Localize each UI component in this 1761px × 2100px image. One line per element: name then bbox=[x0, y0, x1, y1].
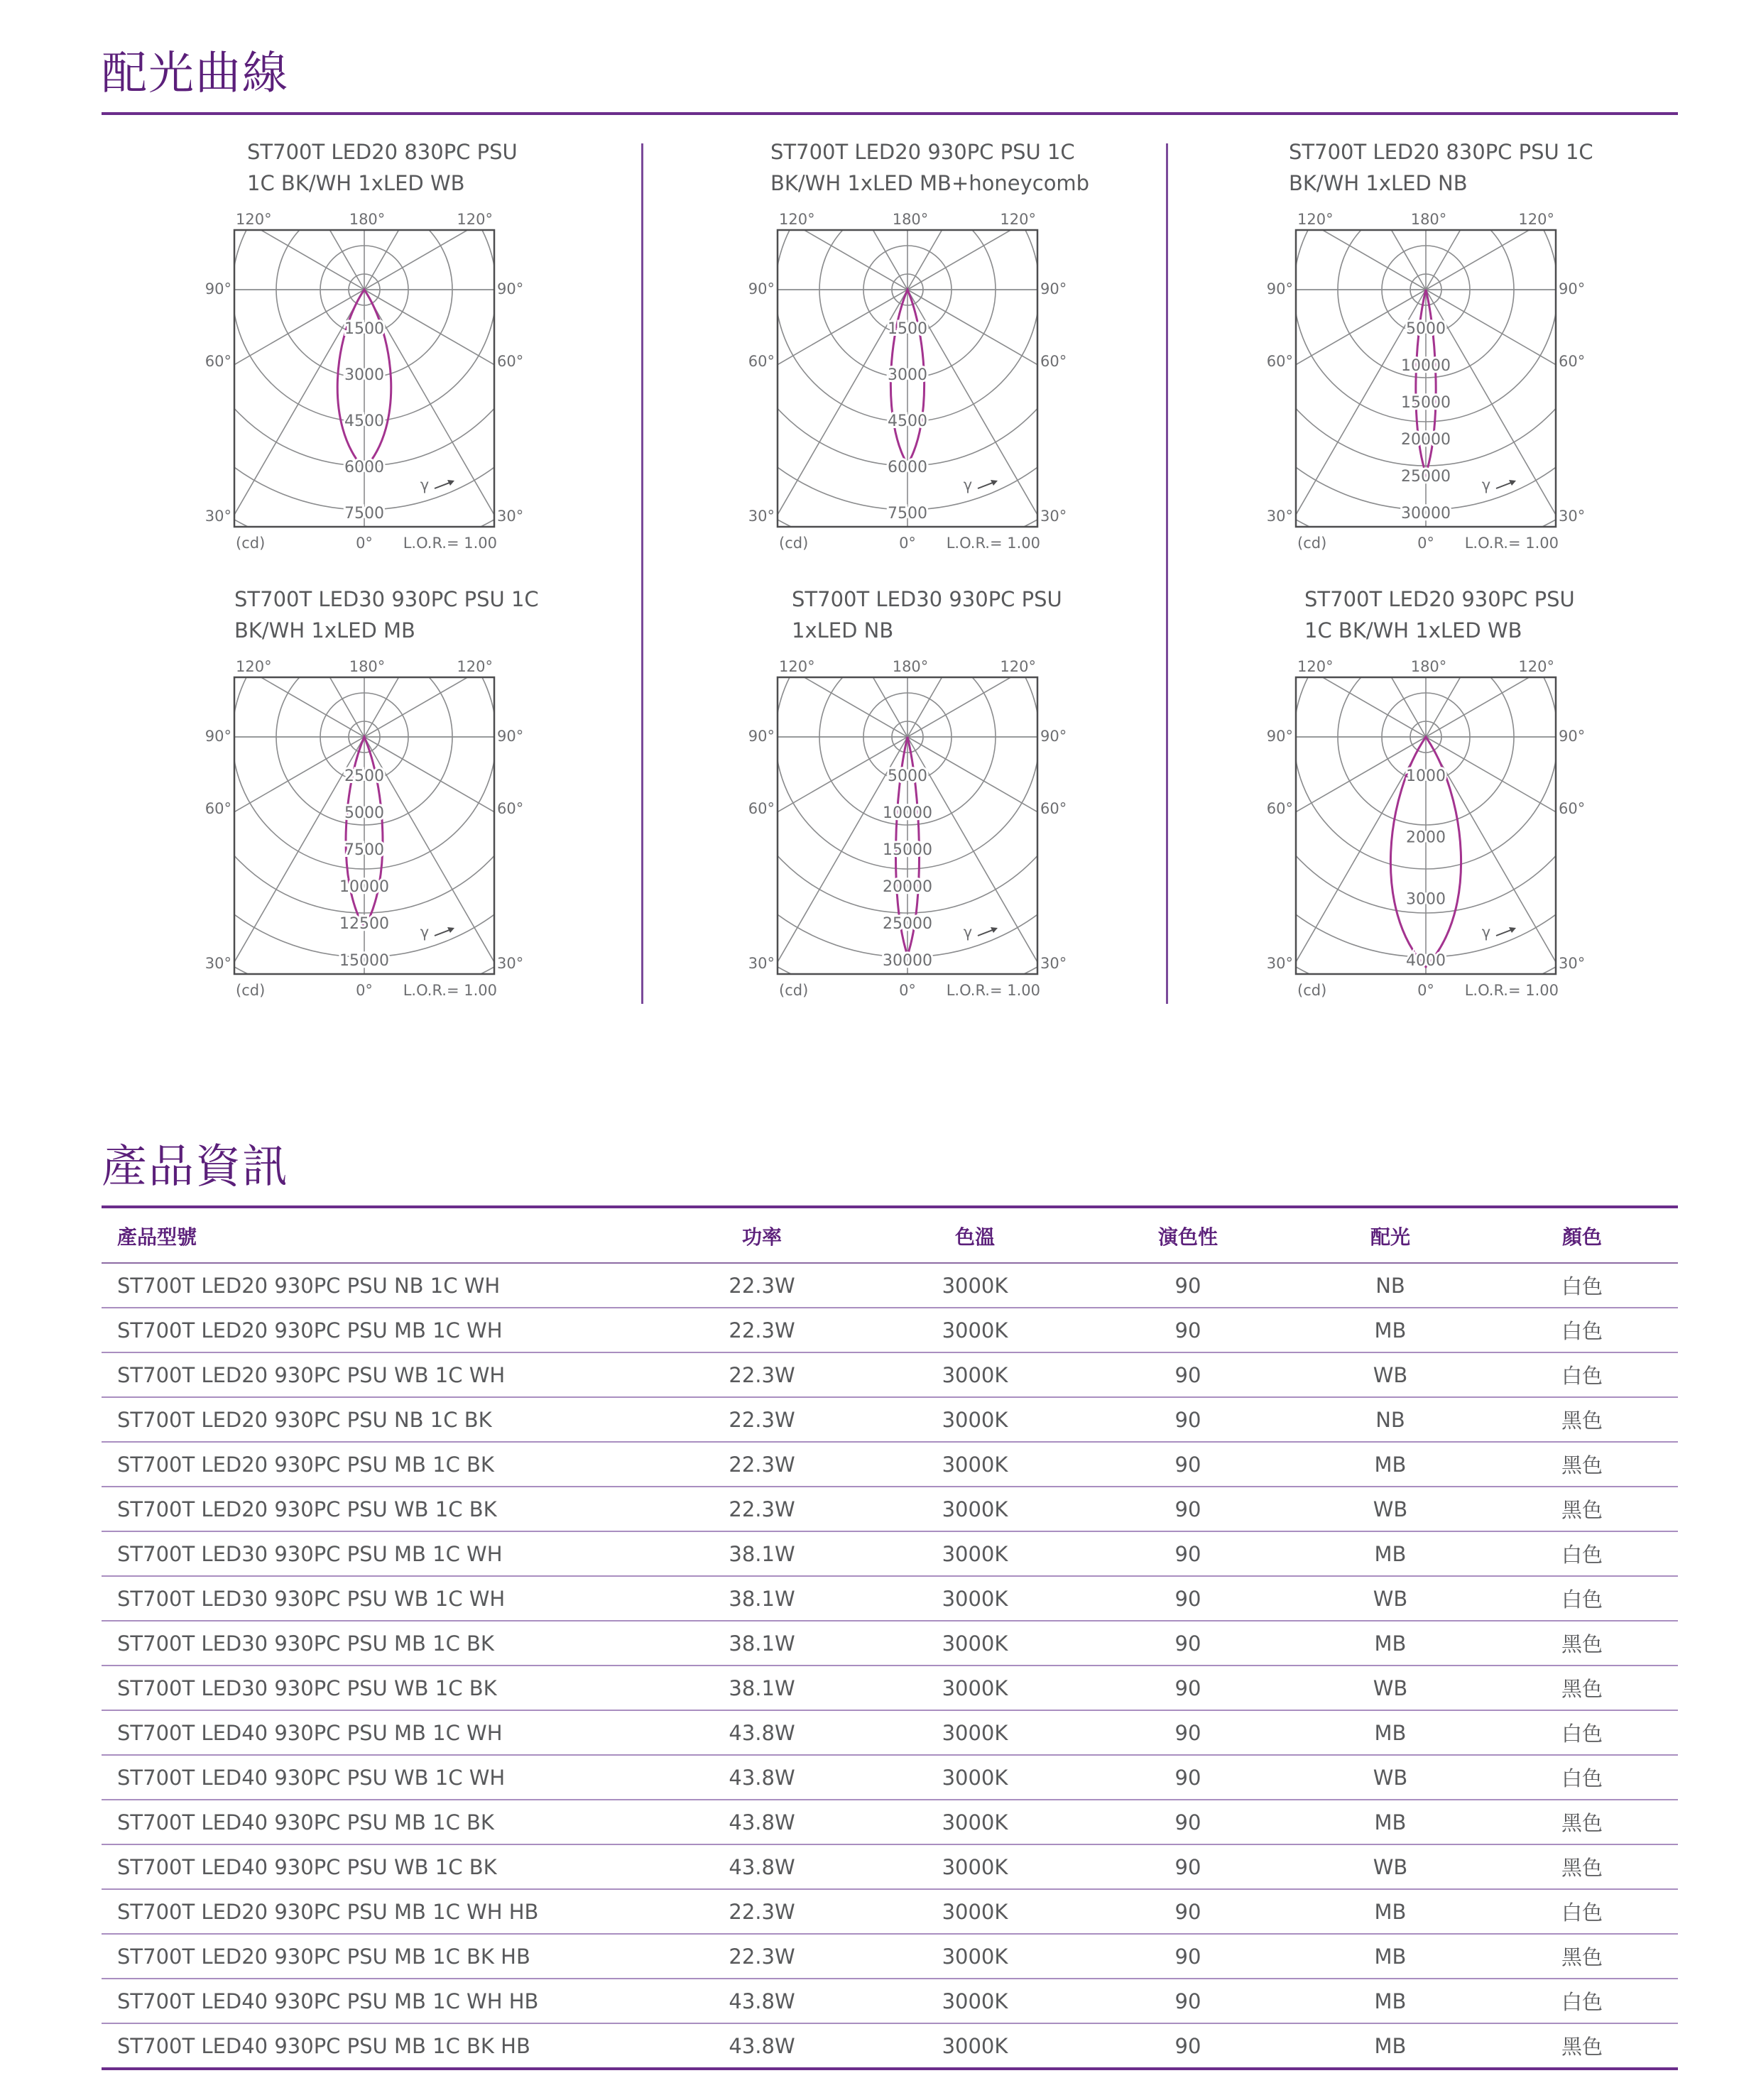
cell-cct: 3000K bbox=[868, 1755, 1081, 1800]
cell-beam: MB bbox=[1294, 1934, 1486, 1979]
polar-radial bbox=[116, 737, 364, 1167]
cell-cct: 3000K bbox=[868, 1263, 1081, 1308]
angle-label-30-right: 30° bbox=[1559, 508, 1586, 525]
angle-label-60-left: 60° bbox=[205, 353, 231, 370]
cell-cct: 3000K bbox=[868, 1352, 1081, 1397]
cell-beam: MB bbox=[1294, 1531, 1486, 1576]
cell-color: 白色 bbox=[1486, 1979, 1678, 2023]
cell-power: 22.3W bbox=[655, 1397, 868, 1442]
diagram-title-line: BK/WH 1xLED MB bbox=[234, 618, 415, 642]
unit-label: (cd) bbox=[236, 535, 266, 552]
gamma-symbol: γ bbox=[963, 924, 973, 941]
light-distribution-diagram bbox=[1266, 584, 1672, 1066]
diagram-title-line: 1C BK/WH 1xLED WB bbox=[247, 171, 465, 195]
ring-value-label: 4500 bbox=[888, 412, 927, 430]
table-row bbox=[102, 1979, 1678, 2023]
cell-power: 43.8W bbox=[655, 1710, 868, 1755]
angle-label-120-right: 120° bbox=[1518, 211, 1554, 228]
angle-label-90-right: 90° bbox=[1559, 280, 1586, 297]
cell-cct: 3000K bbox=[868, 1397, 1081, 1442]
ring-value-label: 1500 bbox=[344, 320, 384, 338]
gamma-symbol: γ bbox=[1481, 476, 1491, 493]
table-row bbox=[102, 1666, 1678, 1710]
lor-label: L.O.R.= 1.00 bbox=[1464, 982, 1559, 999]
cell-model: ST700T LED20 930PC PSU NB 1C WH bbox=[102, 1263, 655, 1308]
angle-label-90-right: 90° bbox=[497, 728, 524, 745]
angle-label-90-left: 90° bbox=[205, 280, 231, 297]
cell-power: 38.1W bbox=[655, 1531, 868, 1576]
cell-beam: NB bbox=[1294, 1263, 1486, 1308]
ring-value-label: 5000 bbox=[344, 804, 384, 822]
column-divider-1 bbox=[641, 143, 643, 1004]
table-row bbox=[102, 1576, 1678, 1621]
angle-label-0: 0° bbox=[1417, 982, 1434, 999]
ring-value-label: 4000 bbox=[1406, 952, 1446, 970]
cell-power: 38.1W bbox=[655, 1666, 868, 1710]
angle-label-30-left: 30° bbox=[205, 955, 231, 972]
angle-label-30-left: 30° bbox=[748, 508, 775, 525]
angle-label-180: 180° bbox=[1410, 211, 1447, 228]
angle-label-90-left: 90° bbox=[205, 728, 231, 745]
light-distribution-diagram bbox=[205, 136, 611, 619]
cell-power: 38.1W bbox=[655, 1576, 868, 1621]
cell-cct: 3000K bbox=[868, 1442, 1081, 1487]
header-model: 產品型號 bbox=[102, 1210, 655, 1263]
ring-value-label: 5000 bbox=[888, 767, 927, 785]
cell-model: ST700T LED20 930PC PSU MB 1C BK bbox=[102, 1442, 655, 1487]
polar-radial bbox=[907, 737, 1156, 1167]
ring-value-label: 20000 bbox=[1401, 431, 1451, 449]
unit-label: (cd) bbox=[779, 982, 809, 999]
ring-value-label: 1500 bbox=[888, 320, 927, 338]
ring-value-label: 2000 bbox=[1406, 828, 1446, 847]
cell-power: 22.3W bbox=[655, 1352, 868, 1397]
cell-cct: 3000K bbox=[868, 1487, 1081, 1531]
cell-power: 38.1W bbox=[655, 1621, 868, 1666]
angle-label-30-right: 30° bbox=[1559, 955, 1586, 972]
cell-cri: 90 bbox=[1081, 1442, 1294, 1487]
angle-label-30-right: 30° bbox=[1040, 508, 1067, 525]
polar-radial bbox=[0, 737, 364, 985]
angle-label-90-left: 90° bbox=[748, 280, 775, 297]
angle-label-180: 180° bbox=[892, 211, 929, 228]
cell-color: 黑色 bbox=[1486, 1934, 1678, 1979]
diagram-title-line: 1C BK/WH 1xLED WB bbox=[1304, 618, 1522, 642]
cell-cct: 3000K bbox=[868, 1531, 1081, 1576]
ring-value-label: 3000 bbox=[888, 366, 927, 384]
ring-value-label: 6000 bbox=[888, 459, 927, 476]
cell-model: ST700T LED30 930PC PSU WB 1C WH bbox=[102, 1576, 655, 1621]
cell-color: 黑色 bbox=[1486, 1487, 1678, 1531]
angle-label-90-right: 90° bbox=[497, 280, 524, 297]
polar-radial bbox=[1177, 737, 1426, 1167]
angle-label-60-left: 60° bbox=[1266, 800, 1293, 817]
cell-cri: 90 bbox=[1081, 1352, 1294, 1397]
cell-model: ST700T LED20 930PC PSU WB 1C BK bbox=[102, 1487, 655, 1531]
cell-beam: MB bbox=[1294, 1308, 1486, 1352]
table-row bbox=[102, 1800, 1678, 1844]
cell-cct: 3000K bbox=[868, 1934, 1081, 1979]
header-power: 功率 bbox=[655, 1210, 868, 1263]
ring-value-label: 30000 bbox=[883, 952, 932, 970]
angle-label-120-right: 120° bbox=[457, 658, 493, 675]
cell-power: 43.8W bbox=[655, 1755, 868, 1800]
lor-label: L.O.R.= 1.00 bbox=[946, 982, 1040, 999]
cell-model: ST700T LED20 930PC PSU MB 1C WH bbox=[102, 1308, 655, 1352]
angle-label-60-right: 60° bbox=[1559, 353, 1586, 370]
angle-label-60-left: 60° bbox=[748, 353, 775, 370]
ring-value-label: 4500 bbox=[344, 412, 384, 430]
angle-label-0: 0° bbox=[1417, 535, 1434, 552]
cell-color: 黑色 bbox=[1486, 1442, 1678, 1487]
ring-value-label: 10000 bbox=[883, 804, 932, 822]
polar-radial bbox=[364, 737, 795, 985]
cell-beam: MB bbox=[1294, 1800, 1486, 1844]
angle-label-180: 180° bbox=[349, 211, 386, 228]
table-row bbox=[102, 1263, 1678, 1308]
polar-radial bbox=[907, 290, 1338, 538]
table-row bbox=[102, 1844, 1678, 1889]
angle-label-120-right: 120° bbox=[1518, 658, 1554, 675]
polar-radial bbox=[1426, 737, 1674, 1167]
cell-beam: WB bbox=[1294, 1352, 1486, 1397]
cell-cri: 90 bbox=[1081, 1889, 1294, 1934]
angle-label-90-right: 90° bbox=[1559, 728, 1586, 745]
cell-model: ST700T LED20 930PC PSU NB 1C BK bbox=[102, 1397, 655, 1442]
cell-power: 22.3W bbox=[655, 1442, 868, 1487]
cell-model: ST700T LED30 930PC PSU MB 1C WH bbox=[102, 1531, 655, 1576]
cell-color: 黑色 bbox=[1486, 1397, 1678, 1442]
angle-label-120-left: 120° bbox=[236, 211, 272, 228]
product-table bbox=[102, 1210, 1678, 2070]
cell-power: 22.3W bbox=[655, 1263, 868, 1308]
diagram-title-line: BK/WH 1xLED NB bbox=[1289, 171, 1468, 195]
header-cct: 色溫 bbox=[868, 1210, 1081, 1263]
table-row bbox=[102, 1621, 1678, 1666]
cell-cri: 90 bbox=[1081, 1979, 1294, 2023]
light-distribution-diagram bbox=[748, 136, 1154, 619]
cell-beam: NB bbox=[1294, 1397, 1486, 1442]
ring-value-label: 10000 bbox=[1401, 357, 1451, 375]
table-row bbox=[102, 1308, 1678, 1352]
cell-color: 黑色 bbox=[1486, 1666, 1678, 1710]
ring-value-label: 2500 bbox=[344, 767, 384, 785]
cell-cct: 3000K bbox=[868, 2023, 1081, 2069]
cell-beam: WB bbox=[1294, 1487, 1486, 1531]
cell-color: 白色 bbox=[1486, 1576, 1678, 1621]
polar-plot bbox=[1266, 136, 1672, 562]
angle-label-180: 180° bbox=[1410, 658, 1447, 675]
angle-label-60-right: 60° bbox=[1559, 800, 1586, 817]
cell-power: 43.8W bbox=[655, 1979, 868, 2023]
ring-value-label: 5000 bbox=[1406, 320, 1446, 338]
table-row bbox=[102, 1531, 1678, 1576]
cell-cct: 3000K bbox=[868, 1308, 1081, 1352]
angle-label-90-left: 90° bbox=[1266, 280, 1293, 297]
ring-value-label: 7500 bbox=[344, 505, 384, 523]
cell-color: 白色 bbox=[1486, 1889, 1678, 1934]
product-info-title: 產品資訊 bbox=[102, 1141, 289, 1193]
angle-label-30-right: 30° bbox=[1040, 955, 1067, 972]
cell-color: 白色 bbox=[1486, 1263, 1678, 1308]
diagram-title-line: ST700T LED20 830PC PSU 1C bbox=[1289, 140, 1593, 164]
polar-plot bbox=[748, 584, 1154, 1010]
angle-label-0: 0° bbox=[356, 982, 373, 999]
unit-label: (cd) bbox=[1297, 982, 1327, 999]
cell-cri: 90 bbox=[1081, 1666, 1294, 1710]
cell-beam: WB bbox=[1294, 1755, 1486, 1800]
cell-beam: MB bbox=[1294, 2023, 1486, 2069]
ring-value-label: 15000 bbox=[339, 952, 389, 970]
gamma-symbol: γ bbox=[1481, 924, 1491, 941]
cell-model: ST700T LED20 930PC PSU WB 1C WH bbox=[102, 1352, 655, 1397]
cell-color: 黑色 bbox=[1486, 1844, 1678, 1889]
header-color: 顏色 bbox=[1486, 1210, 1678, 1263]
cell-color: 黑色 bbox=[1486, 1800, 1678, 1844]
polar-radial bbox=[364, 737, 613, 1167]
diagram-title-line: ST700T LED30 930PC PSU bbox=[792, 587, 1062, 611]
angle-label-120-left: 120° bbox=[779, 658, 815, 675]
table-row bbox=[102, 1710, 1678, 1755]
unit-label: (cd) bbox=[236, 982, 266, 999]
cell-power: 43.8W bbox=[655, 1800, 868, 1844]
ring-value-label: 6000 bbox=[344, 459, 384, 476]
polar-radial bbox=[1426, 737, 1761, 985]
unit-label: (cd) bbox=[1297, 535, 1327, 552]
ring-value-label: 12500 bbox=[339, 915, 389, 933]
cell-cri: 90 bbox=[1081, 1800, 1294, 1844]
angle-label-0: 0° bbox=[899, 535, 916, 552]
polar-radial bbox=[659, 737, 907, 1167]
cell-beam: MB bbox=[1294, 1710, 1486, 1755]
cell-cri: 90 bbox=[1081, 1934, 1294, 1979]
angle-label-60-left: 60° bbox=[1266, 353, 1293, 370]
angle-label-60-right: 60° bbox=[1040, 353, 1067, 370]
cell-beam: WB bbox=[1294, 1576, 1486, 1621]
diagram-title-line: ST700T LED20 930PC PSU 1C bbox=[770, 140, 1075, 164]
angle-label-90-right: 90° bbox=[1040, 728, 1067, 745]
cell-model: ST700T LED40 930PC PSU MB 1C WH HB bbox=[102, 1979, 655, 2023]
unit-label: (cd) bbox=[779, 535, 809, 552]
angle-label-30-left: 30° bbox=[205, 508, 231, 525]
cell-color: 白色 bbox=[1486, 1308, 1678, 1352]
header-beam: 配光 bbox=[1294, 1210, 1486, 1263]
cell-color: 白色 bbox=[1486, 1710, 1678, 1755]
polar-radial bbox=[1426, 290, 1761, 538]
lor-label: L.O.R.= 1.00 bbox=[403, 535, 497, 552]
cell-color: 白色 bbox=[1486, 1352, 1678, 1397]
table-row bbox=[102, 1934, 1678, 1979]
cell-model: ST700T LED30 930PC PSU MB 1C BK bbox=[102, 1621, 655, 1666]
angle-label-60-right: 60° bbox=[497, 353, 524, 370]
angle-label-90-left: 90° bbox=[1266, 728, 1293, 745]
curves-title-rule bbox=[102, 112, 1678, 115]
cell-power: 22.3W bbox=[655, 1889, 868, 1934]
cell-beam: MB bbox=[1294, 1442, 1486, 1487]
curves-section-title: 配光曲線 bbox=[102, 48, 289, 100]
polar-plot bbox=[205, 136, 611, 562]
cell-model: ST700T LED40 930PC PSU MB 1C BK bbox=[102, 1800, 655, 1844]
cell-cct: 3000K bbox=[868, 1800, 1081, 1844]
ring-value-label: 7500 bbox=[344, 841, 384, 859]
table-row bbox=[102, 1352, 1678, 1397]
cell-beam: MB bbox=[1294, 1979, 1486, 2023]
header-cri: 演色性 bbox=[1081, 1210, 1294, 1263]
cell-color: 白色 bbox=[1486, 1531, 1678, 1576]
ring-value-label: 3000 bbox=[1406, 890, 1446, 909]
cell-beam: MB bbox=[1294, 1621, 1486, 1666]
angle-label-60-right: 60° bbox=[1040, 800, 1067, 817]
angle-label-90-right: 90° bbox=[1040, 280, 1067, 297]
cell-cri: 90 bbox=[1081, 1710, 1294, 1755]
cell-power: 43.8W bbox=[655, 1844, 868, 1889]
diagram-title-line: BK/WH 1xLED MB+honeycomb bbox=[770, 171, 1090, 195]
angle-label-180: 180° bbox=[349, 658, 386, 675]
column-divider-2 bbox=[1166, 143, 1168, 1004]
angle-label-180: 180° bbox=[892, 658, 929, 675]
cell-power: 43.8W bbox=[655, 2023, 868, 2069]
ring-value-label: 15000 bbox=[1401, 394, 1451, 412]
cell-cri: 90 bbox=[1081, 1621, 1294, 1666]
polar-plot bbox=[205, 584, 611, 1010]
angle-label-120-right: 120° bbox=[1000, 211, 1036, 228]
angle-label-30-left: 30° bbox=[1266, 508, 1293, 525]
table-row bbox=[102, 1442, 1678, 1487]
lor-label: L.O.R.= 1.00 bbox=[946, 535, 1040, 552]
cell-cri: 90 bbox=[1081, 1308, 1294, 1352]
polar-radial bbox=[907, 737, 1338, 985]
angle-label-120-left: 120° bbox=[1297, 658, 1334, 675]
polar-radial bbox=[364, 41, 795, 290]
ring-value-label: 7500 bbox=[888, 505, 927, 523]
table-row bbox=[102, 1755, 1678, 1800]
cell-cri: 90 bbox=[1081, 1576, 1294, 1621]
cell-cri: 90 bbox=[1081, 1397, 1294, 1442]
angle-label-30-left: 30° bbox=[1266, 955, 1293, 972]
product-info-rule bbox=[102, 1205, 1678, 1208]
lor-label: L.O.R.= 1.00 bbox=[1464, 535, 1559, 552]
gamma-symbol: γ bbox=[420, 476, 430, 493]
angle-label-30-right: 30° bbox=[497, 955, 524, 972]
ring-value-label: 25000 bbox=[883, 915, 932, 933]
diagram-title-line: ST700T LED20 830PC PSU bbox=[247, 140, 518, 164]
angle-label-120-right: 120° bbox=[457, 211, 493, 228]
cell-model: ST700T LED30 930PC PSU WB 1C BK bbox=[102, 1666, 655, 1710]
light-distribution-diagram bbox=[205, 584, 611, 1066]
cell-model: ST700T LED40 930PC PSU WB 1C WH bbox=[102, 1755, 655, 1800]
ring-value-label: 1000 bbox=[1406, 767, 1446, 785]
cell-cri: 90 bbox=[1081, 1755, 1294, 1800]
angle-label-60-left: 60° bbox=[748, 800, 775, 817]
angle-label-120-left: 120° bbox=[236, 658, 272, 675]
cell-cct: 3000K bbox=[868, 1710, 1081, 1755]
angle-label-0: 0° bbox=[899, 982, 916, 999]
polar-radial bbox=[364, 290, 795, 538]
angle-label-120-right: 120° bbox=[1000, 658, 1036, 675]
lor-label: L.O.R.= 1.00 bbox=[403, 982, 497, 999]
ring-value-label: 30000 bbox=[1401, 505, 1451, 523]
cell-model: ST700T LED40 930PC PSU MB 1C BK HB bbox=[102, 2023, 655, 2069]
cell-cct: 3000K bbox=[868, 1576, 1081, 1621]
cell-power: 22.3W bbox=[655, 1308, 868, 1352]
cell-power: 22.3W bbox=[655, 1934, 868, 1979]
cell-cri: 90 bbox=[1081, 1844, 1294, 1889]
cell-beam: WB bbox=[1294, 1666, 1486, 1710]
polar-radial bbox=[1426, 41, 1761, 290]
table-row bbox=[102, 1889, 1678, 1934]
diagram-title-line: 1xLED NB bbox=[792, 618, 894, 642]
angle-label-60-left: 60° bbox=[205, 800, 231, 817]
cell-model: ST700T LED40 930PC PSU WB 1C BK bbox=[102, 1844, 655, 1889]
ring-value-label: 10000 bbox=[339, 878, 389, 896]
angle-label-60-right: 60° bbox=[497, 800, 524, 817]
cell-color: 黑色 bbox=[1486, 2023, 1678, 2069]
light-distribution-diagram bbox=[1266, 136, 1672, 619]
cell-color: 黑色 bbox=[1486, 1621, 1678, 1666]
polar-plot bbox=[1266, 584, 1672, 1010]
gamma-symbol: γ bbox=[420, 924, 430, 941]
cell-cct: 3000K bbox=[868, 1979, 1081, 2023]
cell-cri: 90 bbox=[1081, 2023, 1294, 2069]
cell-cct: 3000K bbox=[868, 1889, 1081, 1934]
polar-radial bbox=[907, 41, 1338, 290]
angle-label-0: 0° bbox=[356, 535, 373, 552]
table-header-row bbox=[102, 1210, 1678, 1263]
cell-beam: WB bbox=[1294, 1844, 1486, 1889]
angle-label-120-left: 120° bbox=[1297, 211, 1334, 228]
cell-model: ST700T LED40 930PC PSU MB 1C WH bbox=[102, 1710, 655, 1755]
cell-beam: MB bbox=[1294, 1889, 1486, 1934]
cell-cri: 90 bbox=[1081, 1487, 1294, 1531]
diagram-title-line: ST700T LED20 930PC PSU bbox=[1304, 587, 1575, 611]
table-row bbox=[102, 1487, 1678, 1531]
cell-model: ST700T LED20 930PC PSU MB 1C BK HB bbox=[102, 1934, 655, 1979]
angle-label-30-left: 30° bbox=[748, 955, 775, 972]
gamma-symbol: γ bbox=[963, 476, 973, 493]
ring-value-label: 3000 bbox=[344, 366, 384, 384]
cell-cct: 3000K bbox=[868, 1666, 1081, 1710]
cell-cct: 3000K bbox=[868, 1621, 1081, 1666]
angle-label-120-left: 120° bbox=[779, 211, 815, 228]
diagram-title-line: ST700T LED30 930PC PSU 1C bbox=[234, 587, 539, 611]
polar-plot bbox=[748, 136, 1154, 562]
polar-radial bbox=[0, 290, 364, 538]
ring-value-label: 25000 bbox=[1401, 468, 1451, 486]
ring-value-label: 20000 bbox=[883, 878, 932, 896]
cell-color: 白色 bbox=[1486, 1755, 1678, 1800]
table-row bbox=[102, 2023, 1678, 2069]
angle-label-30-right: 30° bbox=[497, 508, 524, 525]
cell-power: 22.3W bbox=[655, 1487, 868, 1531]
table-row bbox=[102, 1397, 1678, 1442]
cell-model: ST700T LED20 930PC PSU MB 1C WH HB bbox=[102, 1889, 655, 1934]
cell-cri: 90 bbox=[1081, 1263, 1294, 1308]
light-distribution-diagram bbox=[748, 584, 1154, 1066]
ring-value-label: 15000 bbox=[883, 841, 932, 859]
cell-cri: 90 bbox=[1081, 1531, 1294, 1576]
cell-cct: 3000K bbox=[868, 1844, 1081, 1889]
angle-label-90-left: 90° bbox=[748, 728, 775, 745]
